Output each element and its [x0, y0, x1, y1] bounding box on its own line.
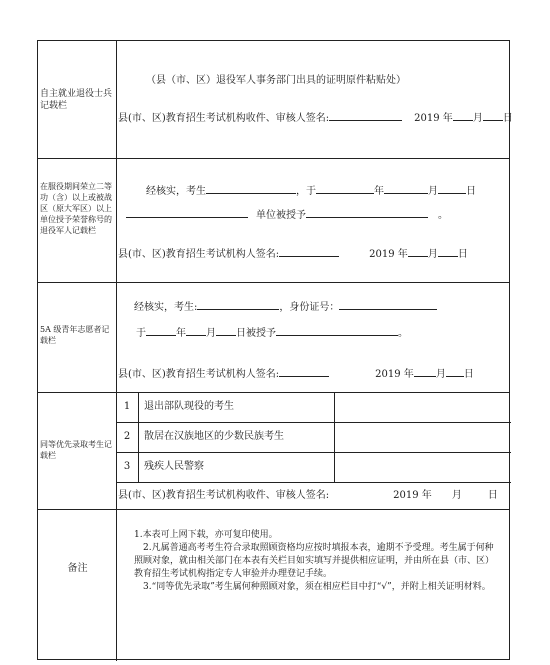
section4-label: 同等优先录取考生记载栏	[40, 440, 112, 460]
note-item: 1.本表可上网下载，亦可复印使用。	[134, 530, 278, 540]
row-divider	[38, 509, 509, 510]
section1-month: 月	[472, 113, 483, 124]
name-field[interactable]	[206, 184, 296, 194]
section3-text: 月	[206, 328, 216, 339]
signature-field[interactable]	[279, 247, 339, 257]
section2-line1	[146, 184, 476, 198]
section2-text: 年	[374, 186, 384, 197]
checkbox-cell[interactable]	[335, 452, 511, 482]
section5-label: 备注	[67, 563, 88, 574]
section1-year: 2019 年	[414, 113, 453, 124]
signature-field[interactable]	[329, 111, 402, 121]
form-table	[37, 40, 513, 660]
section1-sign-line	[118, 111, 513, 125]
row-text: 残疾人民警察	[144, 461, 204, 472]
day-field[interactable]	[216, 326, 236, 336]
section3-text: 日被授予	[236, 328, 276, 339]
section3-line2	[136, 326, 408, 340]
month-field[interactable]	[384, 184, 428, 194]
section2-sign-line	[118, 247, 468, 261]
section2-year: 2019 年	[369, 249, 408, 260]
note-item: 2.凡属普通高考考生符合录取照顾资格均应按时填报本表，逾期不予受理。考生属于何种照顾对象，就由相关部门在本表有关栏目如实填写并提供相应证明，并由所在县（市、区）教育招生考试机构指定专人审验并办理登记手续。	[134, 543, 495, 579]
row-number: 3	[123, 461, 131, 472]
section1-sign-prefix: 县(市、区)教育招生考试机构收件、审核人签名:	[118, 113, 330, 124]
row-divider	[38, 282, 509, 283]
section3-day: 日	[463, 369, 474, 380]
section2-month: 月	[427, 249, 438, 260]
day-field[interactable]	[483, 111, 503, 121]
section1-paste-note: （县（市、区）退役军人事务部门出具的证明原件粘贴处）	[146, 75, 406, 86]
notes-block	[134, 529, 494, 594]
row-number: 1	[123, 401, 131, 412]
month-field[interactable]	[414, 367, 436, 377]
section1-day: 日	[502, 113, 513, 124]
row-divider	[116, 482, 511, 483]
section2-text: 。	[438, 210, 448, 221]
section2-line2	[126, 208, 448, 222]
note-item: 3.“同等优先录取”考生属何种照顾对象，须在相应栏目中打“√”，并附上相关证明材料。	[143, 582, 491, 592]
section3-sign-prefix: 县(市、区)教育招生考试机构人签名:	[118, 369, 280, 380]
section3-text: 经核实，考生:	[134, 302, 198, 313]
name-field[interactable]	[197, 300, 279, 310]
label-column-divider	[116, 41, 117, 661]
day-field[interactable]	[438, 184, 466, 194]
month-field[interactable]	[408, 247, 428, 257]
section4-day: 日	[487, 490, 498, 501]
section3-text: 。	[398, 328, 408, 339]
signature-field[interactable]	[279, 367, 329, 377]
honor-field[interactable]	[276, 326, 398, 336]
section3-text: 于	[136, 328, 146, 339]
section2-sign-prefix: 县(市、区)教育招生考试机构人签名:	[118, 249, 280, 260]
year-field[interactable]	[146, 326, 176, 336]
row-divider	[38, 158, 509, 159]
day-field[interactable]	[438, 247, 458, 257]
section2-label: 在服役期间荣立二等功（含）以上或被战区（原大军区）以上单位授予荣誉称号的退役军人记载栏	[40, 182, 112, 235]
section1-label: 自主就业退役士兵记载栏	[40, 89, 113, 111]
section2-text: 月	[428, 186, 438, 197]
month-field[interactable]	[453, 111, 473, 121]
column-divider	[138, 392, 139, 482]
checkbox-cell[interactable]	[335, 422, 511, 452]
row-number: 2	[123, 431, 131, 442]
section4-month: 月	[451, 490, 462, 501]
section3-text: 年	[176, 328, 186, 339]
unit-field[interactable]	[126, 208, 248, 218]
month-field[interactable]	[186, 326, 206, 336]
section3-line1	[134, 300, 437, 314]
section2-text: 经核实，考生	[146, 186, 206, 197]
section2-text: 单位被授予	[256, 210, 306, 221]
section4-year: 2019 年	[393, 490, 432, 501]
year-field[interactable]	[316, 184, 374, 194]
section4-sign-prefix: 县(市、区)教育招生考试机构收件、审核人签名:	[118, 490, 330, 501]
day-field[interactable]	[446, 367, 464, 377]
section2-day: 日	[457, 249, 468, 260]
section4-sign-line	[118, 490, 498, 502]
section2-text: ，于	[296, 186, 316, 197]
section2-text: 日	[466, 186, 476, 197]
checkbox-cell[interactable]	[335, 392, 511, 422]
section3-label: 5A 级青年志愿者记载栏	[40, 325, 110, 345]
section3-sign-line	[118, 367, 474, 381]
row-text: 散居在汉族地区的少数民族考生	[144, 431, 284, 442]
section3-month: 月	[435, 369, 446, 380]
section3-text: ，身份证号：	[279, 302, 340, 313]
priority-table	[116, 392, 511, 482]
id-number-field[interactable]	[339, 300, 437, 310]
row-text: 退出部队现役的考生	[144, 401, 234, 412]
honor-field[interactable]	[306, 208, 428, 218]
section3-year: 2019 年	[375, 369, 414, 380]
